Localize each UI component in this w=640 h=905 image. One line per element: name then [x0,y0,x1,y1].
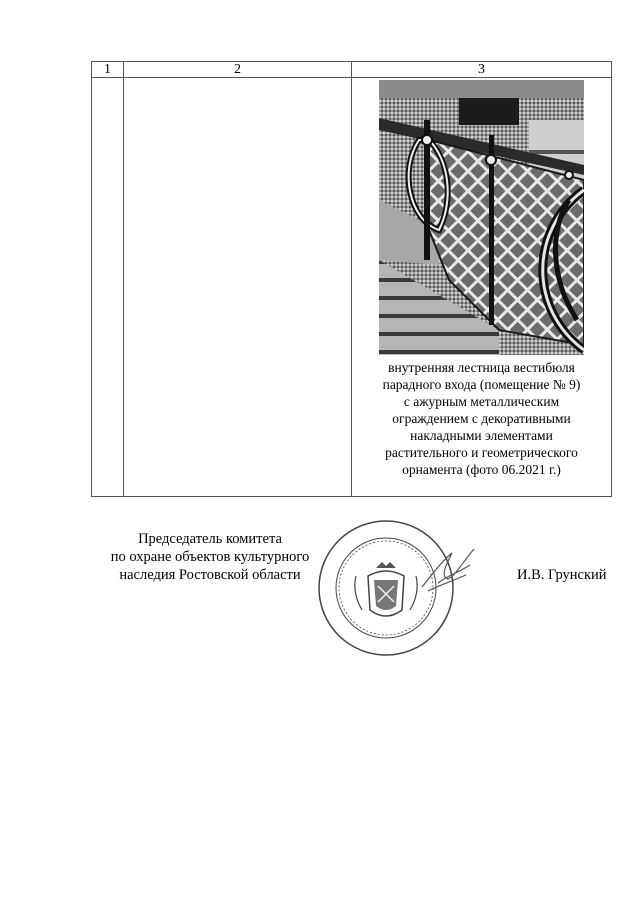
handwritten-signature [418,545,478,595]
cell-col-2 [124,78,352,497]
caption-line: парадного входа (помещение № 9) [382,377,581,392]
header-col-3: 3 [352,62,612,78]
object-table [91,61,612,497]
caption-line: внутренняя лестница вестибюля [388,360,575,375]
caption-line: орнамента (фото 06.2021 г.) [402,462,561,477]
caption-line: накладными элементами [410,428,553,443]
header-col-1: 1 [92,62,124,78]
signatory-title-line: Председатель комитета [138,531,282,547]
photo-caption [352,359,611,478]
cell-col-3 [352,78,612,497]
caption-line: с ажурным металлическим [403,394,560,409]
signatory-title-line: наследия Ростовской области [119,567,301,583]
signatory-title-line: по охране объектов культурного [110,549,310,565]
caption-line: растительного и геометрического [385,445,578,460]
table-row [92,78,612,497]
coat-of-arms-icon [355,562,417,616]
signatory-title [95,530,325,584]
table-header-row [92,62,612,78]
caption-line: ограждением с декоративными [392,411,571,426]
signatory-name: И.В. Грунский [517,567,607,583]
cell-col-1 [92,78,124,497]
header-col-2: 2 [124,62,352,78]
staircase-photo [379,80,584,355]
